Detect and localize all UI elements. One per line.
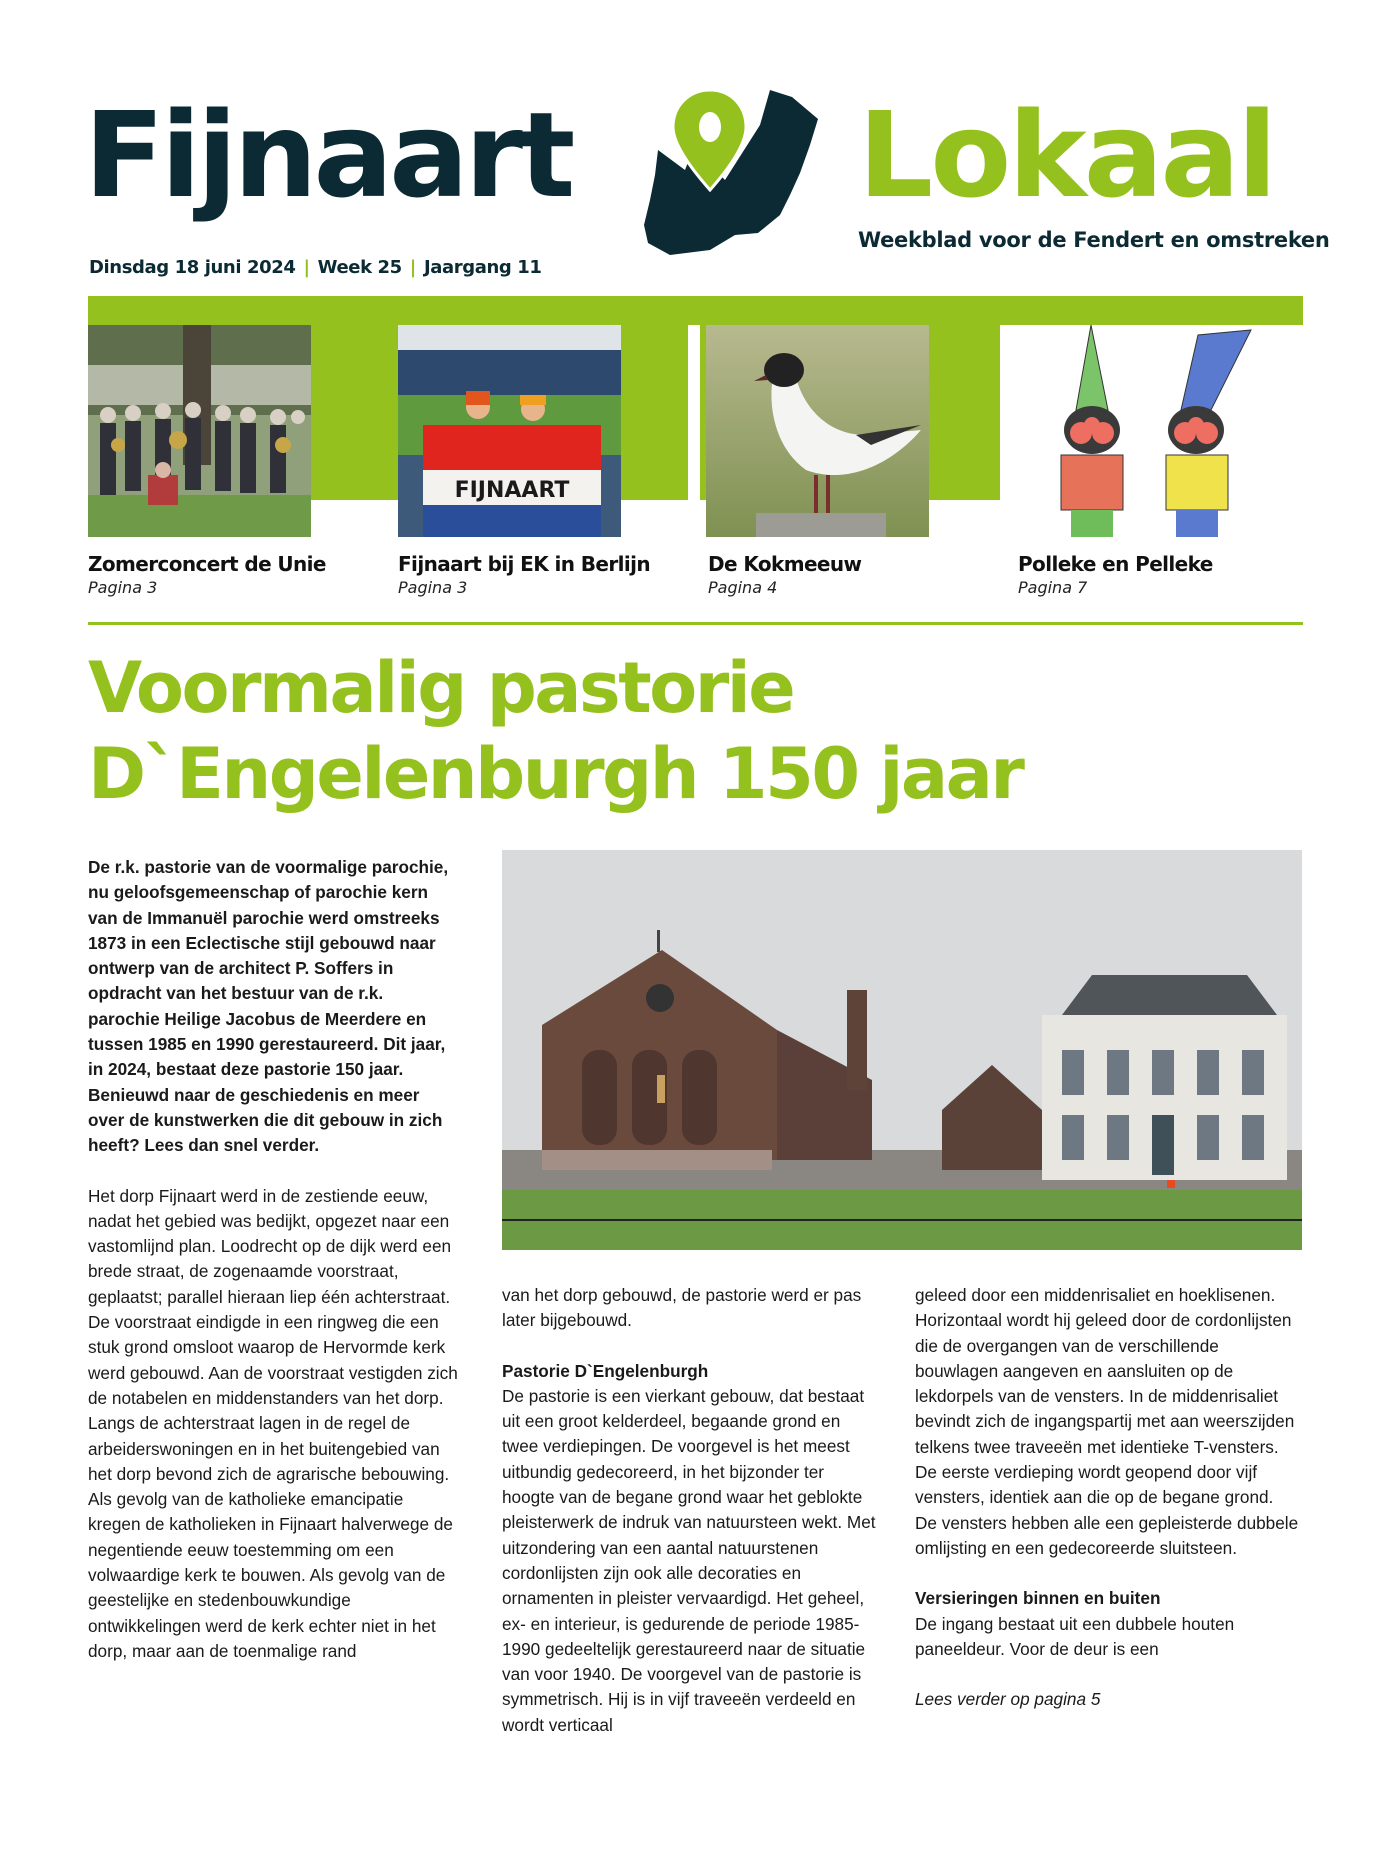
headline-line: Voormalig pastorie	[88, 647, 794, 729]
article-image	[502, 850, 1302, 1250]
article-lead: De r.k. pastorie van de voormalige parochie, nu geloofsgemeenschap of parochie kern van de Immanuël parochie werd omstreeks 1873 in een Eclectische stijl gebouwd naar ontwerp van de architect P. Soffers in opdracht van het bestuur van de r.k. parochie Heilige Jacobus de Meerdere en tussen 1985 en 1990 gerestaureerd. Dit jaar, in 2024, bestaat deze pastorie 150 jaar. Benieuwd naar de geschiedenis en meer over de kunstwerken die dit gebouw in zich heeft? Lees dan snel verder.	[88, 857, 449, 1156]
masthead-title-right: Lokaal	[858, 86, 1275, 224]
flag-text: FIJNAART	[454, 478, 570, 503]
article-body: De ingang bestaat uit een dubbele houten paneeldeur. Voor de deur is een	[915, 1613, 1235, 1659]
separator: |	[303, 257, 310, 278]
article-headline	[88, 645, 1022, 817]
teaser-page: Pagina 3	[88, 578, 158, 597]
teaser-title[interactable]: Zomerconcert de Unie	[88, 552, 326, 576]
divider	[88, 622, 1303, 625]
masthead-title-left: Fijnaart	[84, 86, 572, 224]
article-body: van het dorp gebouwd, de pastorie werd er pas later bijgebouwd.	[502, 1285, 862, 1331]
article-body: De pastorie is een vierkant gebouw, dat bestaat uit een groot kelderdeel, begaande grond en twee verdiepingen. De voorgevel is het meest uitbundig gedecoreerd, in het bijzonder ter hoogte van de begane grond waar het geblokte pleisterwerk de indruk van natuursteen wekt. Met uitzondering van een aantal natuurstenen cordonlijsten zijn ook alle decoraties en ornamenten in pleister vervaardigd. Het geheel, ex- en interieur, is gedurende de periode 1985-1990 gedeeltelijk gerestaureerd naar de situatie van voor 1940. De voorgevel van de pastorie is symmetrisch. Hij is in vijf traveeën verdeeld en wordt verticaal	[502, 1385, 876, 1735]
stadium-flag-photo	[398, 325, 621, 537]
separator: |	[409, 257, 416, 278]
continue-link[interactable]: Lees verder op pagina 5	[915, 1689, 1101, 1710]
band-group-photo	[88, 325, 311, 537]
teaser-title[interactable]: Polleke en Pelleke	[1018, 552, 1213, 576]
issue-week: Week 25	[317, 257, 402, 278]
teaser-page: Pagina 4	[708, 578, 778, 597]
teaser-title[interactable]: Fijnaart bij EK in Berlijn	[398, 552, 651, 576]
church-and-rectory-photo	[502, 850, 1302, 1250]
issue-info	[89, 257, 542, 278]
teaser-image-gnomes[interactable]	[1016, 325, 1304, 537]
teaser-image-gull[interactable]	[706, 325, 929, 537]
issue-date: Dinsdag 18 juni 2024	[89, 257, 296, 278]
map-pin-icon	[640, 85, 830, 260]
teaser-image-ek[interactable]	[398, 325, 621, 537]
teaser-title[interactable]: De Kokmeeuw	[708, 552, 862, 576]
issue-volume: Jaargang 11	[423, 257, 542, 278]
article-column-2	[502, 1283, 880, 1738]
teaser-page: Pagina 7	[1018, 578, 1088, 597]
teaser-page: Pagina 3	[398, 578, 468, 597]
masthead-tagline: Weekblad voor de Fendert en omstreken	[858, 228, 1330, 252]
headline-line: D`Engelenburgh 150 jaar	[88, 733, 1023, 815]
article-subheading: Versieringen binnen en buiten	[915, 1588, 1161, 1609]
teaser-image-concert[interactable]	[88, 325, 311, 537]
article-column-1	[88, 855, 458, 1664]
article-column-3	[915, 1283, 1300, 1712]
gnomes-drawing	[1016, 325, 1304, 537]
article-body: Het dorp Fijnaart werd in de zestiende eeuw, nadat het gebied was bedijkt, opgezet naar een vastomlijnd plan. Loodrecht op de dijk werd een brede straat, de zogenaamde voorstraat, geplaatst; parallel hieraan liep één achterstraat. De voorstraat eindigde in een ringweg die een stuk grond omsloot waarop de Hervormde kerk werd gebouwd. Aan de voorstraat vestigden zich de notabelen en middenstanders van het dorp. Langs de achterstraat lagen in de regel de arbeiderswoningen en in het buitengebied van het dorp bevond zich de agrarische bebouwing. Als gevolg van de katholieke emancipatie kregen de katholieken in Fijnaart halverwege de negentiende eeuw toestemming om een volwaardige kerk te bouwen. Als gevolg van de geestelijke en stedenbouwkundige ontwikkelingen werd de kerk echter niet in het dorp, maar aan de toenmalige rand	[88, 1185, 458, 1661]
gull-photo	[706, 325, 929, 537]
article-body: geleed door een middenrisaliet en hoeklisenen. Horizontaal wordt hij geleed door de cordonlijsten die de overgangen van de verschillende bouwlagen aangeven en aansluiten op de lekdorpels van de vensters. In de middenrisaliet bevindt zich de ingangspartij met aan weerszijden telkens twee traveeën met identieke T-vensters. De eerste verdieping wordt geopend door vijf vensters, identiek aan die op de begane grond. De vensters hebben alle een gepleisterde dubbele omlijsting en een gedecoreerde sluitsteen.	[915, 1285, 1299, 1558]
article-subheading: Pastorie D`Engelenburgh	[502, 1360, 709, 1381]
